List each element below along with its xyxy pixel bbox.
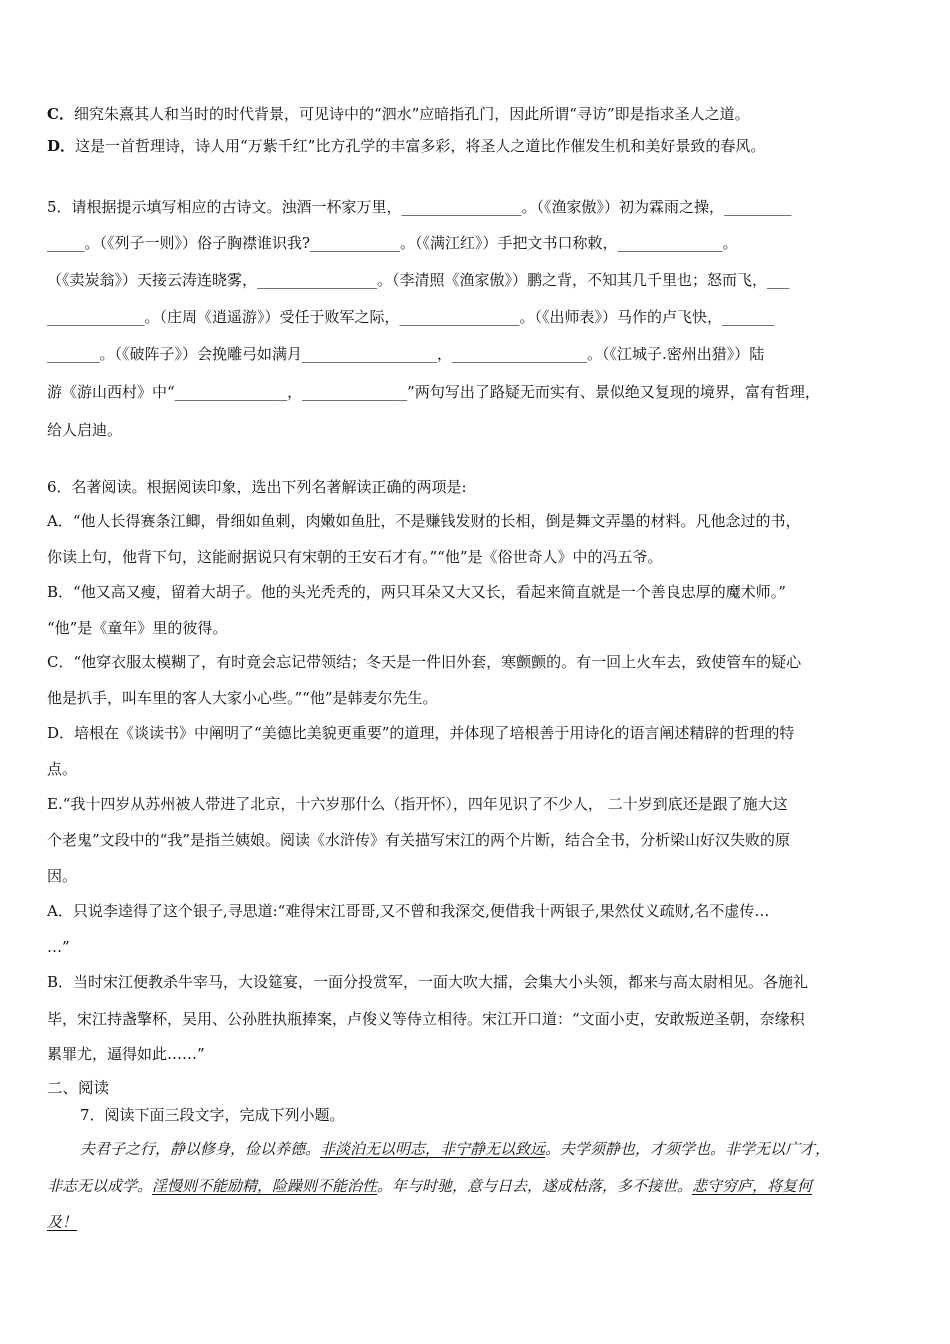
q5-line: _______。（《破阵子》）会挽雕弓如满月__________________，__________________。（《江城子.密州出猎》）陆 <box>47 345 765 363</box>
passage-underlined: 及！ <box>47 1213 78 1231</box>
q4-option-c-label: C． <box>47 105 74 123</box>
passage-underlined: 非淡泊无以明志，非宁静无以致远 <box>320 1140 546 1158</box>
q4-option-d-label: D． <box>47 137 76 155</box>
passage-underlined: 悲守穷庐，将复何 <box>692 1177 813 1195</box>
q4-option-c-text: 细究朱熹其人和当时的时代背景，可见诗中的“泗水”应暗指孔门，因此所谓“寻访”即是指求圣人之道。 <box>73 105 750 123</box>
q6-line: …” <box>47 938 70 956</box>
q6-line: D．培根在《谈读书》中阐明了“美德比美貌更重要”的道理，并体现了培根善于用诗化的语言阐述精辟的哲理的特 <box>47 724 795 742</box>
q6-line: 你读上句，他背下句，这能耐据说只有宋朝的王安石才有。”“他”是《俗世奇人》中的冯五爷。 <box>47 548 663 566</box>
q6-line: 累罪尤，逼得如此……” <box>47 1045 205 1063</box>
passage-text: 。年与时驰，意与日去，遂成枯落，多不接世。 <box>377 1177 693 1195</box>
passage-line <box>47 1211 917 1233</box>
q6-line: 6．名著阅读。根据阅读印象，选出下列名著解读正确的两项是: <box>47 478 467 496</box>
q6-line: 点。 <box>47 760 78 778</box>
q6-line: E.“我十四岁从苏州被人带进了北京，十六岁那什么（指开怀），四年见识了不少人， 二十岁到底还是跟了施大这 <box>47 795 788 813</box>
passage-line <box>80 1138 950 1160</box>
passage-line <box>47 1175 917 1197</box>
section-heading: 二、阅读 <box>47 1079 110 1097</box>
q6-line: 因。 <box>47 867 78 885</box>
passage-text: 。夫学须静也，才须学也。非学无以广才， <box>545 1140 831 1158</box>
passage-underlined: 淫慢则不能励精，险躁则不能治性 <box>152 1177 378 1195</box>
passage-text: 非志无以成学。 <box>47 1177 153 1195</box>
passage-text: 夫君子之行，静以修身，俭以养德。 <box>80 1140 321 1158</box>
q6-line: A．“他人长得赛条江鲫，骨细如鱼刺，肉嫩如鱼肚，不是赚钱发财的长相，倒是舞文弄墨的材料。凡他念过的书， <box>47 512 801 530</box>
q5-line: _____。（《列子一则》）俗子胸襟谁识我?____________。（《满江红》）手把文书口称敕，______________。 <box>47 234 738 252</box>
q5-line: 游《游山西村》中“_______________，______________”两句写出了路疑无而实有、景似绝又复现的境界，富有哲理， <box>47 383 820 401</box>
q4-option-d-text: 这是一首哲理诗，诗人用“万紫千红”比方孔学的丰富多彩，将圣人之道比作催发生机和美好景致的春风。 <box>75 137 766 155</box>
q6-line: 个老鬼”文段中的“我”是指兰姨娘。阅读《水浒传》有关描写宋江的两个片断，结合全书，分析梁山好汉失败的原 <box>47 831 791 849</box>
q4-option-c <box>47 103 917 125</box>
q6-line: “他”是《童年》里的彼得。 <box>47 619 228 637</box>
q6-line: 他是扒手，叫车里的客人大家小心些。”“他”是韩麦尔先生。 <box>47 689 438 707</box>
q7-prompt: 7．阅读下面三段文字，完成下列小题。 <box>80 1106 345 1124</box>
q6-line: 毕，宋江持盏擎杯，吴用、公孙胜执瓶捧案，卢俊义等侍立相待。宋江开口道：“文面小吏，安敢叛逆圣朝，奈缘积 <box>47 1010 805 1028</box>
q4-option-d <box>47 135 917 157</box>
q6-line: B．“他又高又瘦，留着大胡子。他的头光秃秃的，两只耳朵又大又长，看起来简直就是一个善良忠厚的魔术师。” <box>47 583 786 601</box>
q5-line: _____________。（庄周《逍遥游》）受任于败军之际，________________。（《出师表》）马作的卢飞快，_______ <box>47 308 775 326</box>
q6-line: A．只说李逵得了这个银子,寻思道:“难得宋江哥哥,又不曾和我深交,便借我十两银子,果然仗义疏财,名不虚传… <box>47 902 770 920</box>
q6-line: B．当时宋江便教杀牛宰马，大设筵宴，一面分投赏军，一面大吹大擂，会集大小头领，都来与高太尉相见。各施礼 <box>47 973 809 991</box>
q6-line: C．“他穿衣服太模糊了，有时竟会忘记带领结；冬天是一件旧外套，寒颤颤的。有一回上火车去，致使管车的疑心 <box>47 653 802 671</box>
q5-line: （《卖炭翁》）天接云涛连晓雾，________________。（李清照《渔家傲》）鹏之背，不知其几千里也；怒而飞，___ <box>47 271 790 289</box>
q5-line: 给人启迪。 <box>47 421 123 439</box>
q5-line: 5．请根据提示填写相应的古诗文。浊酒一杯家万里，________________。（《渔家傲》）初为霖雨之操，_________ <box>47 198 792 216</box>
